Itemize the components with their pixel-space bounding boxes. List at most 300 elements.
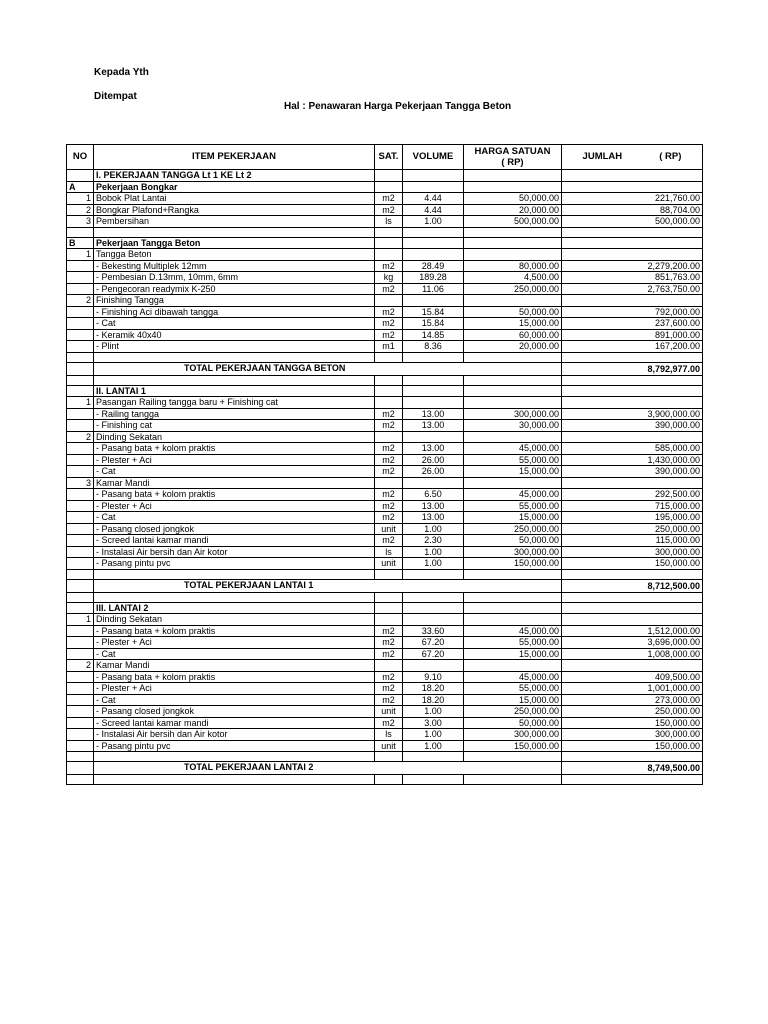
item-amount: 390,000.00	[562, 466, 703, 478]
empty-cell	[94, 569, 375, 579]
subtotal-amount: 8,712,500.00	[562, 579, 703, 592]
item-description: - Bekesting Multiplek 12mm	[94, 260, 375, 272]
empty-cell	[375, 775, 403, 785]
item-volume: 15.84	[403, 306, 464, 318]
item-unit-price: 45,000.00	[464, 443, 562, 455]
item-unit: m2	[375, 306, 403, 318]
unit-price-label: HARGA SATUAN	[474, 146, 551, 157]
table-row	[67, 602, 703, 614]
item-description: - Pasang pintu pvc	[94, 740, 375, 752]
empty-cell	[67, 375, 94, 385]
unit-price-currency: ( RP)	[501, 157, 524, 168]
item-number	[67, 717, 94, 729]
item-unit	[375, 660, 403, 672]
item-unit: unit	[375, 740, 403, 752]
spacer-row	[67, 775, 703, 785]
item-unit	[375, 614, 403, 626]
item-description: Pembersihan	[94, 216, 375, 228]
item-description: - Instalasi Air bersih dan Air kotor	[94, 729, 375, 741]
item-amount	[562, 295, 703, 307]
item-amount: 150,000.00	[562, 717, 703, 729]
item-amount: 891,000.00	[562, 329, 703, 341]
item-volume	[403, 602, 464, 614]
table-row	[67, 170, 703, 182]
item-description: - Plester + Aci	[94, 454, 375, 466]
spacer-row	[67, 227, 703, 237]
item-amount	[562, 660, 703, 672]
item-volume: 8.36	[403, 341, 464, 353]
item-number	[67, 385, 94, 397]
item-unit-price: 55,000.00	[464, 683, 562, 695]
item-amount: 390,000.00	[562, 420, 703, 432]
item-number	[67, 558, 94, 570]
empty-cell	[403, 775, 464, 785]
item-unit-price: 15,000.00	[464, 648, 562, 660]
item-number	[67, 443, 94, 455]
item-unit: ls	[375, 216, 403, 228]
subtotal-label	[94, 579, 562, 592]
item-unit	[375, 602, 403, 614]
table-row	[67, 443, 703, 455]
item-volume: 6.50	[403, 489, 464, 501]
item-description: Dinding Sekatan	[94, 614, 375, 626]
empty-cell	[464, 227, 562, 237]
item-unit: m2	[375, 512, 403, 524]
item-unit	[375, 477, 403, 489]
item-description: - Pengecoran readymix K-250	[94, 283, 375, 295]
item-unit-price: 60,000.00	[464, 329, 562, 341]
empty-cell	[375, 352, 403, 362]
empty-cell	[403, 375, 464, 385]
item-number	[67, 740, 94, 752]
table-row	[67, 420, 703, 432]
item-number: 2	[67, 295, 94, 307]
item-number: 2	[67, 660, 94, 672]
item-description: - Pasang bata + kolom praktis	[94, 489, 375, 501]
item-description: - Pasang bata + kolom praktis	[94, 625, 375, 637]
table-row	[67, 193, 703, 205]
item-amount: 300,000.00	[562, 546, 703, 558]
table-row	[67, 477, 703, 489]
item-amount: 292,500.00	[562, 489, 703, 501]
item-number	[67, 454, 94, 466]
empty-cell	[67, 352, 94, 362]
item-unit-price: 150,000.00	[464, 740, 562, 752]
item-unit-price	[464, 385, 562, 397]
item-amount	[562, 385, 703, 397]
item-amount: 88,704.00	[562, 204, 703, 216]
spacer-row	[67, 569, 703, 579]
empty-cell	[562, 352, 703, 362]
item-number	[67, 283, 94, 295]
item-unit: m2	[375, 204, 403, 216]
item-amount: 237,600.00	[562, 318, 703, 330]
item-number	[67, 512, 94, 524]
empty-cell	[67, 592, 94, 602]
item-number: B	[67, 237, 94, 249]
empty-cell	[375, 227, 403, 237]
empty-cell	[375, 375, 403, 385]
item-unit: m2	[375, 408, 403, 420]
item-volume	[403, 249, 464, 261]
item-unit	[375, 181, 403, 193]
empty-cell	[67, 579, 94, 592]
item-number	[67, 637, 94, 649]
item-description: Bobok Plat Lantai	[94, 193, 375, 205]
table-row	[67, 648, 703, 660]
item-amount: 3,696,000.00	[562, 637, 703, 649]
item-amount: 150,000.00	[562, 558, 703, 570]
table-row	[67, 408, 703, 420]
item-unit: m2	[375, 318, 403, 330]
item-description: Kamar Mandi	[94, 660, 375, 672]
item-volume: 2.30	[403, 535, 464, 547]
item-description: - Cat	[94, 466, 375, 478]
item-number	[67, 694, 94, 706]
table-row	[67, 272, 703, 284]
item-volume: 26.00	[403, 466, 464, 478]
item-volume: 4.44	[403, 193, 464, 205]
item-amount: 221,760.00	[562, 193, 703, 205]
table-row	[67, 341, 703, 353]
subtotal-label	[94, 762, 562, 775]
empty-cell	[67, 362, 94, 375]
item-unit: m2	[375, 671, 403, 683]
item-volume: 11.06	[403, 283, 464, 295]
table-row	[67, 237, 703, 249]
amount-currency: ( RP)	[659, 151, 682, 162]
item-unit-price: 55,000.00	[464, 500, 562, 512]
item-amount	[562, 477, 703, 489]
item-amount: 585,000.00	[562, 443, 703, 455]
item-description: - Plester + Aci	[94, 500, 375, 512]
item-amount: 250,000.00	[562, 523, 703, 535]
item-amount	[562, 181, 703, 193]
item-amount: 300,000.00	[562, 729, 703, 741]
item-description: - Railing tangga	[94, 408, 375, 420]
table-row	[67, 216, 703, 228]
item-amount: 273,000.00	[562, 694, 703, 706]
item-volume	[403, 614, 464, 626]
item-number: 3	[67, 477, 94, 489]
item-description: Finishing Tangga	[94, 295, 375, 307]
empty-cell	[562, 752, 703, 762]
table-row	[67, 295, 703, 307]
item-number	[67, 729, 94, 741]
empty-cell	[403, 352, 464, 362]
item-unit: unit	[375, 558, 403, 570]
item-description: - Pasang pintu pvc	[94, 558, 375, 570]
item-volume: 67.20	[403, 648, 464, 660]
item-unit-price: 20,000.00	[464, 204, 562, 216]
item-volume	[403, 660, 464, 672]
table-row	[67, 283, 703, 295]
item-volume: 18.20	[403, 683, 464, 695]
empty-cell	[562, 592, 703, 602]
table-row	[67, 558, 703, 570]
item-volume	[403, 170, 464, 182]
item-unit: m2	[375, 260, 403, 272]
item-description: - Plester + Aci	[94, 683, 375, 695]
subtotal-amount: 8,749,500.00	[562, 762, 703, 775]
table-row	[67, 249, 703, 261]
item-unit: m2	[375, 637, 403, 649]
item-number: 1	[67, 249, 94, 261]
empty-cell	[67, 762, 94, 775]
item-unit-price: 300,000.00	[464, 546, 562, 558]
item-number	[67, 341, 94, 353]
item-amount: 792,000.00	[562, 306, 703, 318]
table-row	[67, 454, 703, 466]
item-description: III. LANTAI 2	[94, 602, 375, 614]
item-unit: unit	[375, 706, 403, 718]
item-unit	[375, 397, 403, 409]
item-amount: 115,000.00	[562, 535, 703, 547]
spacer-row	[67, 752, 703, 762]
item-unit-price: 15,000.00	[464, 466, 562, 478]
item-number: 1	[67, 193, 94, 205]
item-volume: 14.85	[403, 329, 464, 341]
table-row	[67, 683, 703, 695]
empty-cell	[94, 592, 375, 602]
item-unit-price: 45,000.00	[464, 625, 562, 637]
empty-cell	[67, 752, 94, 762]
table-row	[67, 385, 703, 397]
item-amount: 1,008,000.00	[562, 648, 703, 660]
item-description: I. PEKERJAAN TANGGA Lt 1 KE Lt 2	[94, 170, 375, 182]
empty-cell	[464, 775, 562, 785]
item-description: - Pasang closed jongkok	[94, 523, 375, 535]
table-row	[67, 489, 703, 501]
col-header-sat: SAT.	[375, 145, 403, 170]
empty-cell	[562, 569, 703, 579]
table-row	[67, 660, 703, 672]
item-amount	[562, 602, 703, 614]
col-header-amount	[562, 145, 703, 170]
item-unit: unit	[375, 523, 403, 535]
item-volume: 1.00	[403, 216, 464, 228]
item-volume: 13.00	[403, 443, 464, 455]
empty-cell	[67, 569, 94, 579]
item-unit-price	[464, 477, 562, 489]
item-number	[67, 466, 94, 478]
item-unit	[375, 237, 403, 249]
item-description: - Cat	[94, 318, 375, 330]
item-amount: 1,512,000.00	[562, 625, 703, 637]
item-unit-price: 55,000.00	[464, 637, 562, 649]
item-number	[67, 170, 94, 182]
item-number	[67, 260, 94, 272]
table-row	[67, 717, 703, 729]
item-unit-price: 300,000.00	[464, 408, 562, 420]
subtotal-label	[94, 362, 562, 375]
item-volume: 13.00	[403, 512, 464, 524]
item-number	[67, 535, 94, 547]
empty-cell	[67, 227, 94, 237]
item-amount: 1,001,000.00	[562, 683, 703, 695]
empty-cell	[562, 227, 703, 237]
item-description: - Screed lantai kamar mandi	[94, 535, 375, 547]
item-unit: m2	[375, 443, 403, 455]
item-volume: 189.28	[403, 272, 464, 284]
item-unit-price: 250,000.00	[464, 523, 562, 535]
table-row	[67, 397, 703, 409]
item-volume: 26.00	[403, 454, 464, 466]
item-unit-price: 300,000.00	[464, 729, 562, 741]
item-description: - Pembesian D.13mm, 10mm, 6mm	[94, 272, 375, 284]
table-row	[67, 306, 703, 318]
table-body	[67, 170, 703, 785]
item-unit: m2	[375, 489, 403, 501]
item-unit: m2	[375, 329, 403, 341]
item-description: - Plint	[94, 341, 375, 353]
item-description: - Instalasi Air bersih dan Air kotor	[94, 546, 375, 558]
item-description: - Cat	[94, 512, 375, 524]
spacer-row	[67, 592, 703, 602]
table-row	[67, 512, 703, 524]
item-number	[67, 523, 94, 535]
item-volume	[403, 237, 464, 249]
item-volume	[403, 431, 464, 443]
item-volume: 9.10	[403, 671, 464, 683]
item-amount: 2,279,200.00	[562, 260, 703, 272]
item-number	[67, 318, 94, 330]
item-number: 3	[67, 216, 94, 228]
item-volume: 1.00	[403, 740, 464, 752]
item-amount: 500,000.00	[562, 216, 703, 228]
item-unit	[375, 170, 403, 182]
table-row	[67, 671, 703, 683]
empty-cell	[403, 227, 464, 237]
item-description: - Finishing Aci dibawah tangga	[94, 306, 375, 318]
item-volume: 15.84	[403, 318, 464, 330]
item-unit-price	[464, 397, 562, 409]
item-unit-price: 15,000.00	[464, 694, 562, 706]
item-amount	[562, 614, 703, 626]
item-description: - Cat	[94, 648, 375, 660]
col-header-item: ITEM PEKERJAAN	[94, 145, 375, 170]
table-row	[67, 500, 703, 512]
item-unit: ls	[375, 546, 403, 558]
item-volume: 1.00	[403, 546, 464, 558]
item-number	[67, 420, 94, 432]
item-unit-price: 50,000.00	[464, 193, 562, 205]
item-amount	[562, 237, 703, 249]
item-amount: 2,763,750.00	[562, 283, 703, 295]
item-number	[67, 489, 94, 501]
item-description: - Cat	[94, 694, 375, 706]
item-unit-price: 150,000.00	[464, 558, 562, 570]
item-description: II. LANTAI 1	[94, 385, 375, 397]
item-unit-price: 500,000.00	[464, 216, 562, 228]
item-volume: 13.00	[403, 420, 464, 432]
empty-cell	[464, 375, 562, 385]
item-unit: m2	[375, 500, 403, 512]
item-unit: m2	[375, 625, 403, 637]
item-unit	[375, 431, 403, 443]
empty-cell	[94, 775, 375, 785]
item-volume	[403, 295, 464, 307]
item-unit-price: 250,000.00	[464, 706, 562, 718]
item-unit-price: 45,000.00	[464, 489, 562, 501]
col-header-no: NO	[67, 145, 94, 170]
item-number	[67, 272, 94, 284]
item-amount: 150,000.00	[562, 740, 703, 752]
col-header-volume: VOLUME	[403, 145, 464, 170]
empty-cell	[562, 375, 703, 385]
item-number	[67, 546, 94, 558]
item-volume	[403, 477, 464, 489]
item-number	[67, 306, 94, 318]
item-unit-price: 50,000.00	[464, 306, 562, 318]
table-row	[67, 523, 703, 535]
item-unit-price: 20,000.00	[464, 341, 562, 353]
item-volume: 3.00	[403, 717, 464, 729]
table-row	[67, 614, 703, 626]
item-volume: 1.00	[403, 706, 464, 718]
item-amount	[562, 431, 703, 443]
item-volume: 28.49	[403, 260, 464, 272]
item-description: Tangga Beton	[94, 249, 375, 261]
recipient-line: Kepada Yth	[94, 67, 149, 78]
item-unit-price	[464, 295, 562, 307]
item-unit-price	[464, 614, 562, 626]
item-unit: m2	[375, 694, 403, 706]
item-unit	[375, 249, 403, 261]
item-unit-price: 4,500.00	[464, 272, 562, 284]
item-description: - Keramik 40x40	[94, 329, 375, 341]
item-unit: m2	[375, 683, 403, 695]
empty-cell	[464, 592, 562, 602]
item-description: Kamar Mandi	[94, 477, 375, 489]
table-row	[67, 637, 703, 649]
empty-cell	[562, 775, 703, 785]
table-row	[67, 260, 703, 272]
subtotal-row	[67, 762, 703, 775]
spacer-row	[67, 375, 703, 385]
item-description: - Screed lantai kamar mandi	[94, 717, 375, 729]
item-amount	[562, 249, 703, 261]
item-number: 1	[67, 397, 94, 409]
place-line: Ditempat	[94, 91, 137, 102]
col-header-unit-price	[464, 145, 562, 170]
table-row	[67, 466, 703, 478]
item-amount: 250,000.00	[562, 706, 703, 718]
subtotal-label-text: TOTAL PEKERJAAN LANTAI 2	[184, 762, 314, 772]
item-volume: 18.20	[403, 694, 464, 706]
item-description: Dinding Sekatan	[94, 431, 375, 443]
table-row	[67, 706, 703, 718]
item-number	[67, 648, 94, 660]
empty-cell	[94, 752, 375, 762]
table-row	[67, 546, 703, 558]
item-number	[67, 671, 94, 683]
item-volume: 1.00	[403, 558, 464, 570]
item-unit-price	[464, 181, 562, 193]
empty-cell	[94, 227, 375, 237]
item-unit: m2	[375, 454, 403, 466]
item-unit: m2	[375, 420, 403, 432]
item-unit-price: 15,000.00	[464, 512, 562, 524]
empty-cell	[375, 752, 403, 762]
empty-cell	[94, 352, 375, 362]
table-row	[67, 318, 703, 330]
item-amount	[562, 397, 703, 409]
table-row	[67, 625, 703, 637]
item-number	[67, 329, 94, 341]
item-volume: 33.60	[403, 625, 464, 637]
item-number	[67, 602, 94, 614]
